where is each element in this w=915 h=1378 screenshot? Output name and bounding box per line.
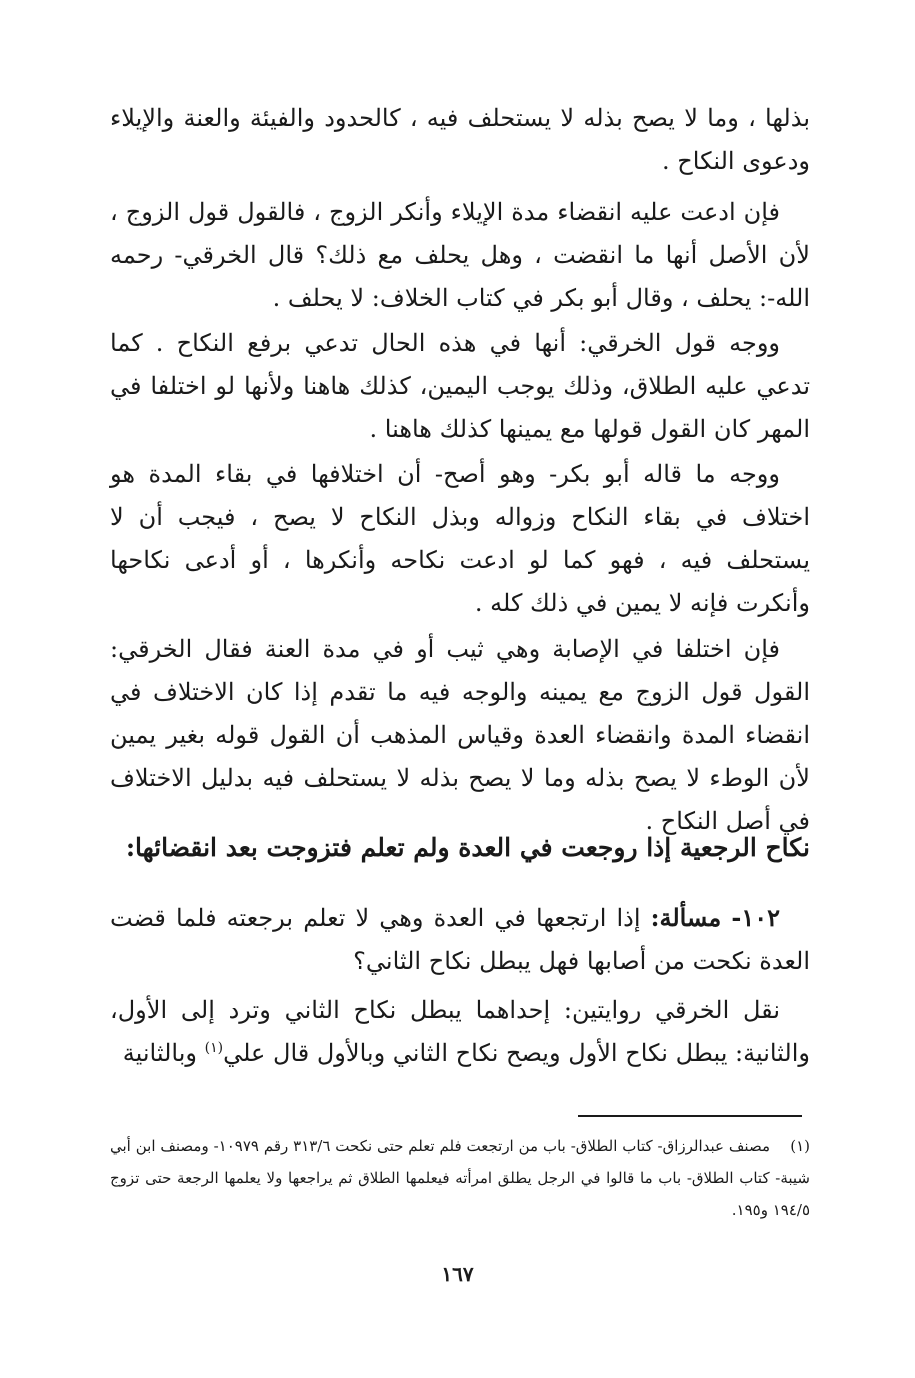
paragraph-7-tail: وبالثانية	[122, 1039, 197, 1067]
paragraph-7-text: نقل الخرقي روايتين: إحداهما يبطل نكاح الثاني وترد إلى الأول، والثانية: يبطل نكاح الأول ويصح نكاح الثاني وبالأول قال علي	[110, 996, 810, 1067]
paragraph-4: ووجه ما قاله أبو بكر- وهو أصح- أن اختلافها في بقاء المدة هو اختلاف في بقاء النكاح وزواله وبذل النكاح لا يصح ، فيجب أن لا يستحلف فيه ، فهو كما لو ادعت نكاحه وأنكرها ، أو أدعى نكاحها وأنكرت فإنه لا يمين في ذلك كله .	[110, 460, 810, 617]
paragraph-5: فإن اختلفا في الإصابة وهي ثيب أو في مدة العنة فقال الخرقي: القول قول الزوج مع يمينه والوجه فيه ما تقدم إذا كان الاختلاف في انقضاء المدة وانقضاء العدة وقياس المذهب أن القول قوله بغير يمين لأن الوطء لا يصح بذله وما لا يصح بذله لا يستحلف فيه بدليل الاختلاف في أصل النكاح .	[110, 635, 810, 835]
paragraph-issue-102	[110, 896, 810, 983]
footnote-1	[110, 1130, 810, 1226]
paragraph-3: ووجه قول الخرقي: أنها في هذه الحال تدعي برفع النكاح . كما تدعي عليه الطلاق، وذلك يوجب اليمين، كذلك هاهنا ولأنها لو اختلفا في المهر كان القول قولها مع يمينها كذلك هاهنا .	[110, 329, 810, 443]
issue-number: ١٠٢-	[731, 903, 780, 932]
footnote-number: (١)	[790, 1137, 810, 1155]
footnote-marker[interactable]: (١)	[204, 1040, 224, 1056]
issue-text: إذا ارتجعها في العدة وهي لا تعلم برجعته فلما قضت العدة نكحت من أصابها فهل يبطل نكاح الثاني؟	[110, 904, 810, 975]
footnote-divider	[578, 1115, 802, 1117]
paragraph-7	[110, 989, 810, 1075]
footnote-text: مصنف عبدالرزاق- كتاب الطلاق- باب من ارتجعت فلم تعلم حتى نكحت ٣١٣/٦ رقم ١٠٩٧٩- ومصنف ابن أبي شيبة- كتاب الطلاق- باب ما قالوا في الرجل يطلق امرأته فيعلمها الطلاق ثم يراجعها ولا يعلمها الرجعة حتى تزوج ١٩٤/٥ و١٩٥.	[110, 1137, 810, 1219]
section-heading: نكاح الرجعية إذا روجعت في العدة ولم تعلم فتزوجت بعد انقضائها:	[125, 833, 810, 862]
issue-label: مسألة:	[650, 903, 722, 932]
paragraph-1: بذلها ، وما لا يصح بذله لا يستحلف فيه ، كالحدود والفيئة والعنة والإيلاء ودعوى النكاح .	[110, 104, 810, 175]
paragraph-2: فإن ادعت عليه انقضاء مدة الإيلاء وأنكر الزوج ، فالقول قول الزوج ، لأن الأصل أنها ما انقضت ، وهل يحلف مع ذلك؟ قال الخرقي- رحمه الله-: يحلف ، وقال أبو بكر في كتاب الخلاف: لا يحلف .	[110, 198, 810, 312]
page-number: ١٦٧	[441, 1262, 474, 1286]
